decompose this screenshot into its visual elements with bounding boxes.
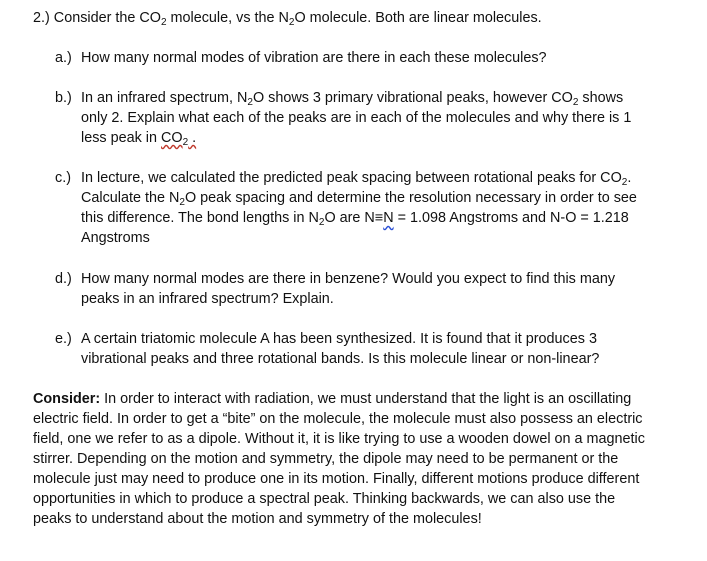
consider-line-3: field, one we refer to as a dipole. Without it, it is like trying to use a wooden dowel on a magnetic (33, 431, 645, 447)
part-b (55, 88, 695, 148)
part-b-line-1: In an infrared spectrum, $N_2O$ shows 3 primary vibrational peaks, however $CO_2$ shows (81, 90, 624, 108)
part-d-line-1: How many normal modes are there in benzene? Would you expect to find this many (81, 271, 616, 287)
part-d (55, 269, 695, 309)
consider-label: Consider: (33, 391, 101, 407)
consider-paragraph (33, 389, 698, 529)
part-c-line-1: In lecture, we calculated the predicted peak spacing between rotational peaks for $CO_2$. (81, 170, 632, 188)
consider-line-6: opportunities in which to produce a spectral peak. Thinking backwards, we can also use the (33, 491, 616, 507)
part-b-letter: b.) (55, 90, 72, 106)
question-number: 2.) (33, 10, 50, 26)
part-d-line-2: peaks in an infrared spectrum? Explain. (81, 291, 334, 307)
consider-line-4: stirrer. Depending on the motion and symmetry, the dipole may need to be permanent or the (33, 451, 619, 467)
question-title (33, 8, 542, 28)
part-b-line-2: only 2. Explain what each of the peaks are in each of the molecules and why there is 1 (81, 110, 632, 126)
part-e-letter: e.) (55, 331, 72, 347)
consider-line-7: peaks to understand about the motion and symmetry of the molecules! (33, 511, 482, 527)
part-c-line-4: Angstroms (81, 230, 150, 246)
part-a-line-1: How many normal modes of vibration are there in each these molecules? (81, 50, 547, 66)
question-intro: Consider the $CO_2$ molecule, vs the $N_2O$ molecule. Both are linear molecules. (53, 10, 542, 28)
consider-line-2: electric field. In order to get a “bite” on the molecule, the molecule must also possess an electric (33, 411, 643, 427)
part-c-line-3: this difference. The bond lengths in $N_2O$ are N≡N = 1.098 Angstroms and N-O = 1.218 (81, 210, 629, 228)
part-b-line-3: less peak in $CO_2$ . (81, 130, 197, 148)
part-a-letter: a.) (55, 50, 72, 66)
part-e-line-1: A certain triatomic molecule A has been synthesized. It is found that it produces 3 (81, 331, 597, 347)
part-a (55, 48, 695, 68)
part-c-letter: c.) (55, 170, 71, 186)
part-e-line-2: vibrational peaks and three rotational bands. Is this molecule linear or non-linear? (81, 351, 600, 367)
part-d-letter: d.) (55, 271, 72, 287)
part-c (55, 168, 695, 248)
part-e (55, 329, 695, 369)
part-c-line-2: Calculate the $N_2O$ peak spacing and determine the resolution necessary in order to see (81, 190, 637, 208)
consider-line-5: molecule just may need to produce one in its motion. Finally, different motions produce different (33, 471, 640, 487)
consider-line-1: Consider: In order to interact with radiation, we must understand that the light is an oscillating (33, 391, 632, 407)
